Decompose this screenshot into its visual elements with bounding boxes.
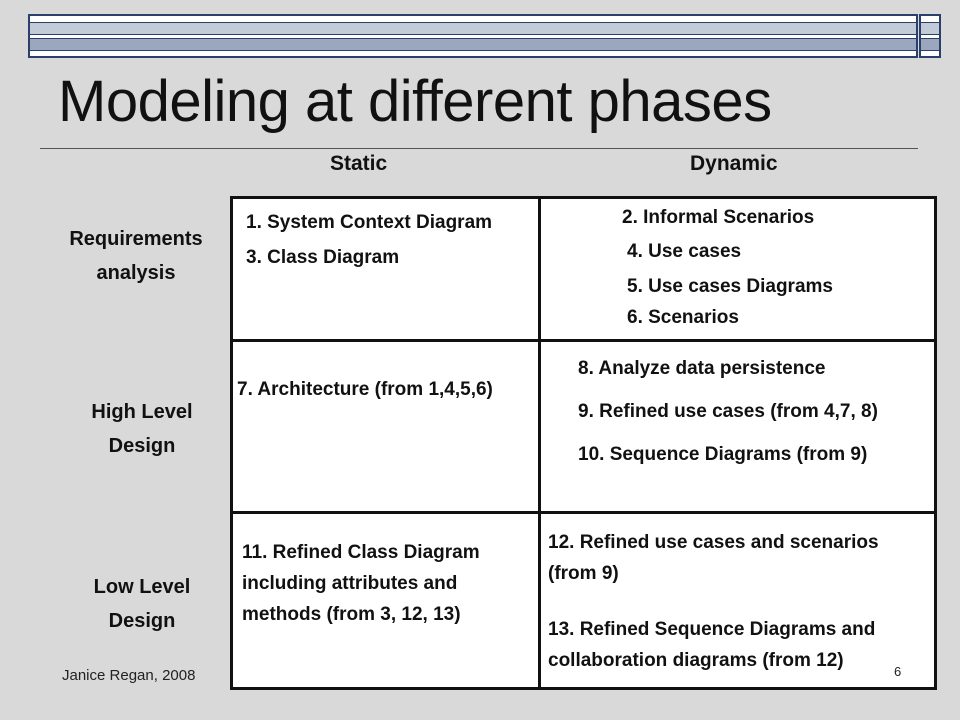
cell-paragraph-11: 11. Refined Class Diagram including attributes and methods (from 3, 12, 13) — [242, 542, 480, 625]
row-label-requirements: Requirements analysis — [69, 228, 203, 284]
cell-paragraph-12: 12. Refined use cases and scenarios (from 9) — [548, 532, 879, 584]
page-number: 6 — [894, 664, 902, 679]
row-label-high-level: High Level Design — [91, 401, 193, 457]
cell-item: 4. Use cases — [627, 241, 742, 262]
header-decoration-tab — [919, 14, 941, 58]
cell-item: 5. Use cases Diagrams — [627, 276, 833, 297]
cell-item: 6. Scenarios — [627, 307, 739, 328]
cell-item: 2. Informal Scenarios — [622, 207, 815, 228]
cell-item: 7. Architecture (from 1,4,5,6) — [237, 379, 493, 400]
slide-title: Modeling at different phases — [58, 69, 772, 134]
cell-paragraph-13: 13. Refined Sequence Diagrams and collaboration diagrams (from 12) — [548, 619, 876, 671]
header-decoration-bar — [28, 14, 918, 58]
cell-item: 9. Refined use cases (from 4,7, 8) — [578, 401, 878, 422]
cell-item: 3. Class Diagram — [246, 247, 400, 268]
column-header-static: Static — [330, 152, 388, 175]
cell-item: 10. Sequence Diagrams (from 9) — [578, 444, 868, 465]
cell-item: 1. System Context Diagram — [246, 212, 493, 233]
title-divider — [40, 148, 918, 149]
column-header-dynamic: Dynamic — [690, 152, 778, 175]
cell-item: 8. Analyze data persistence — [578, 358, 826, 379]
row-label-low-level: Low Level Design — [93, 576, 191, 632]
footer-author: Janice Regan, 2008 — [62, 667, 196, 684]
